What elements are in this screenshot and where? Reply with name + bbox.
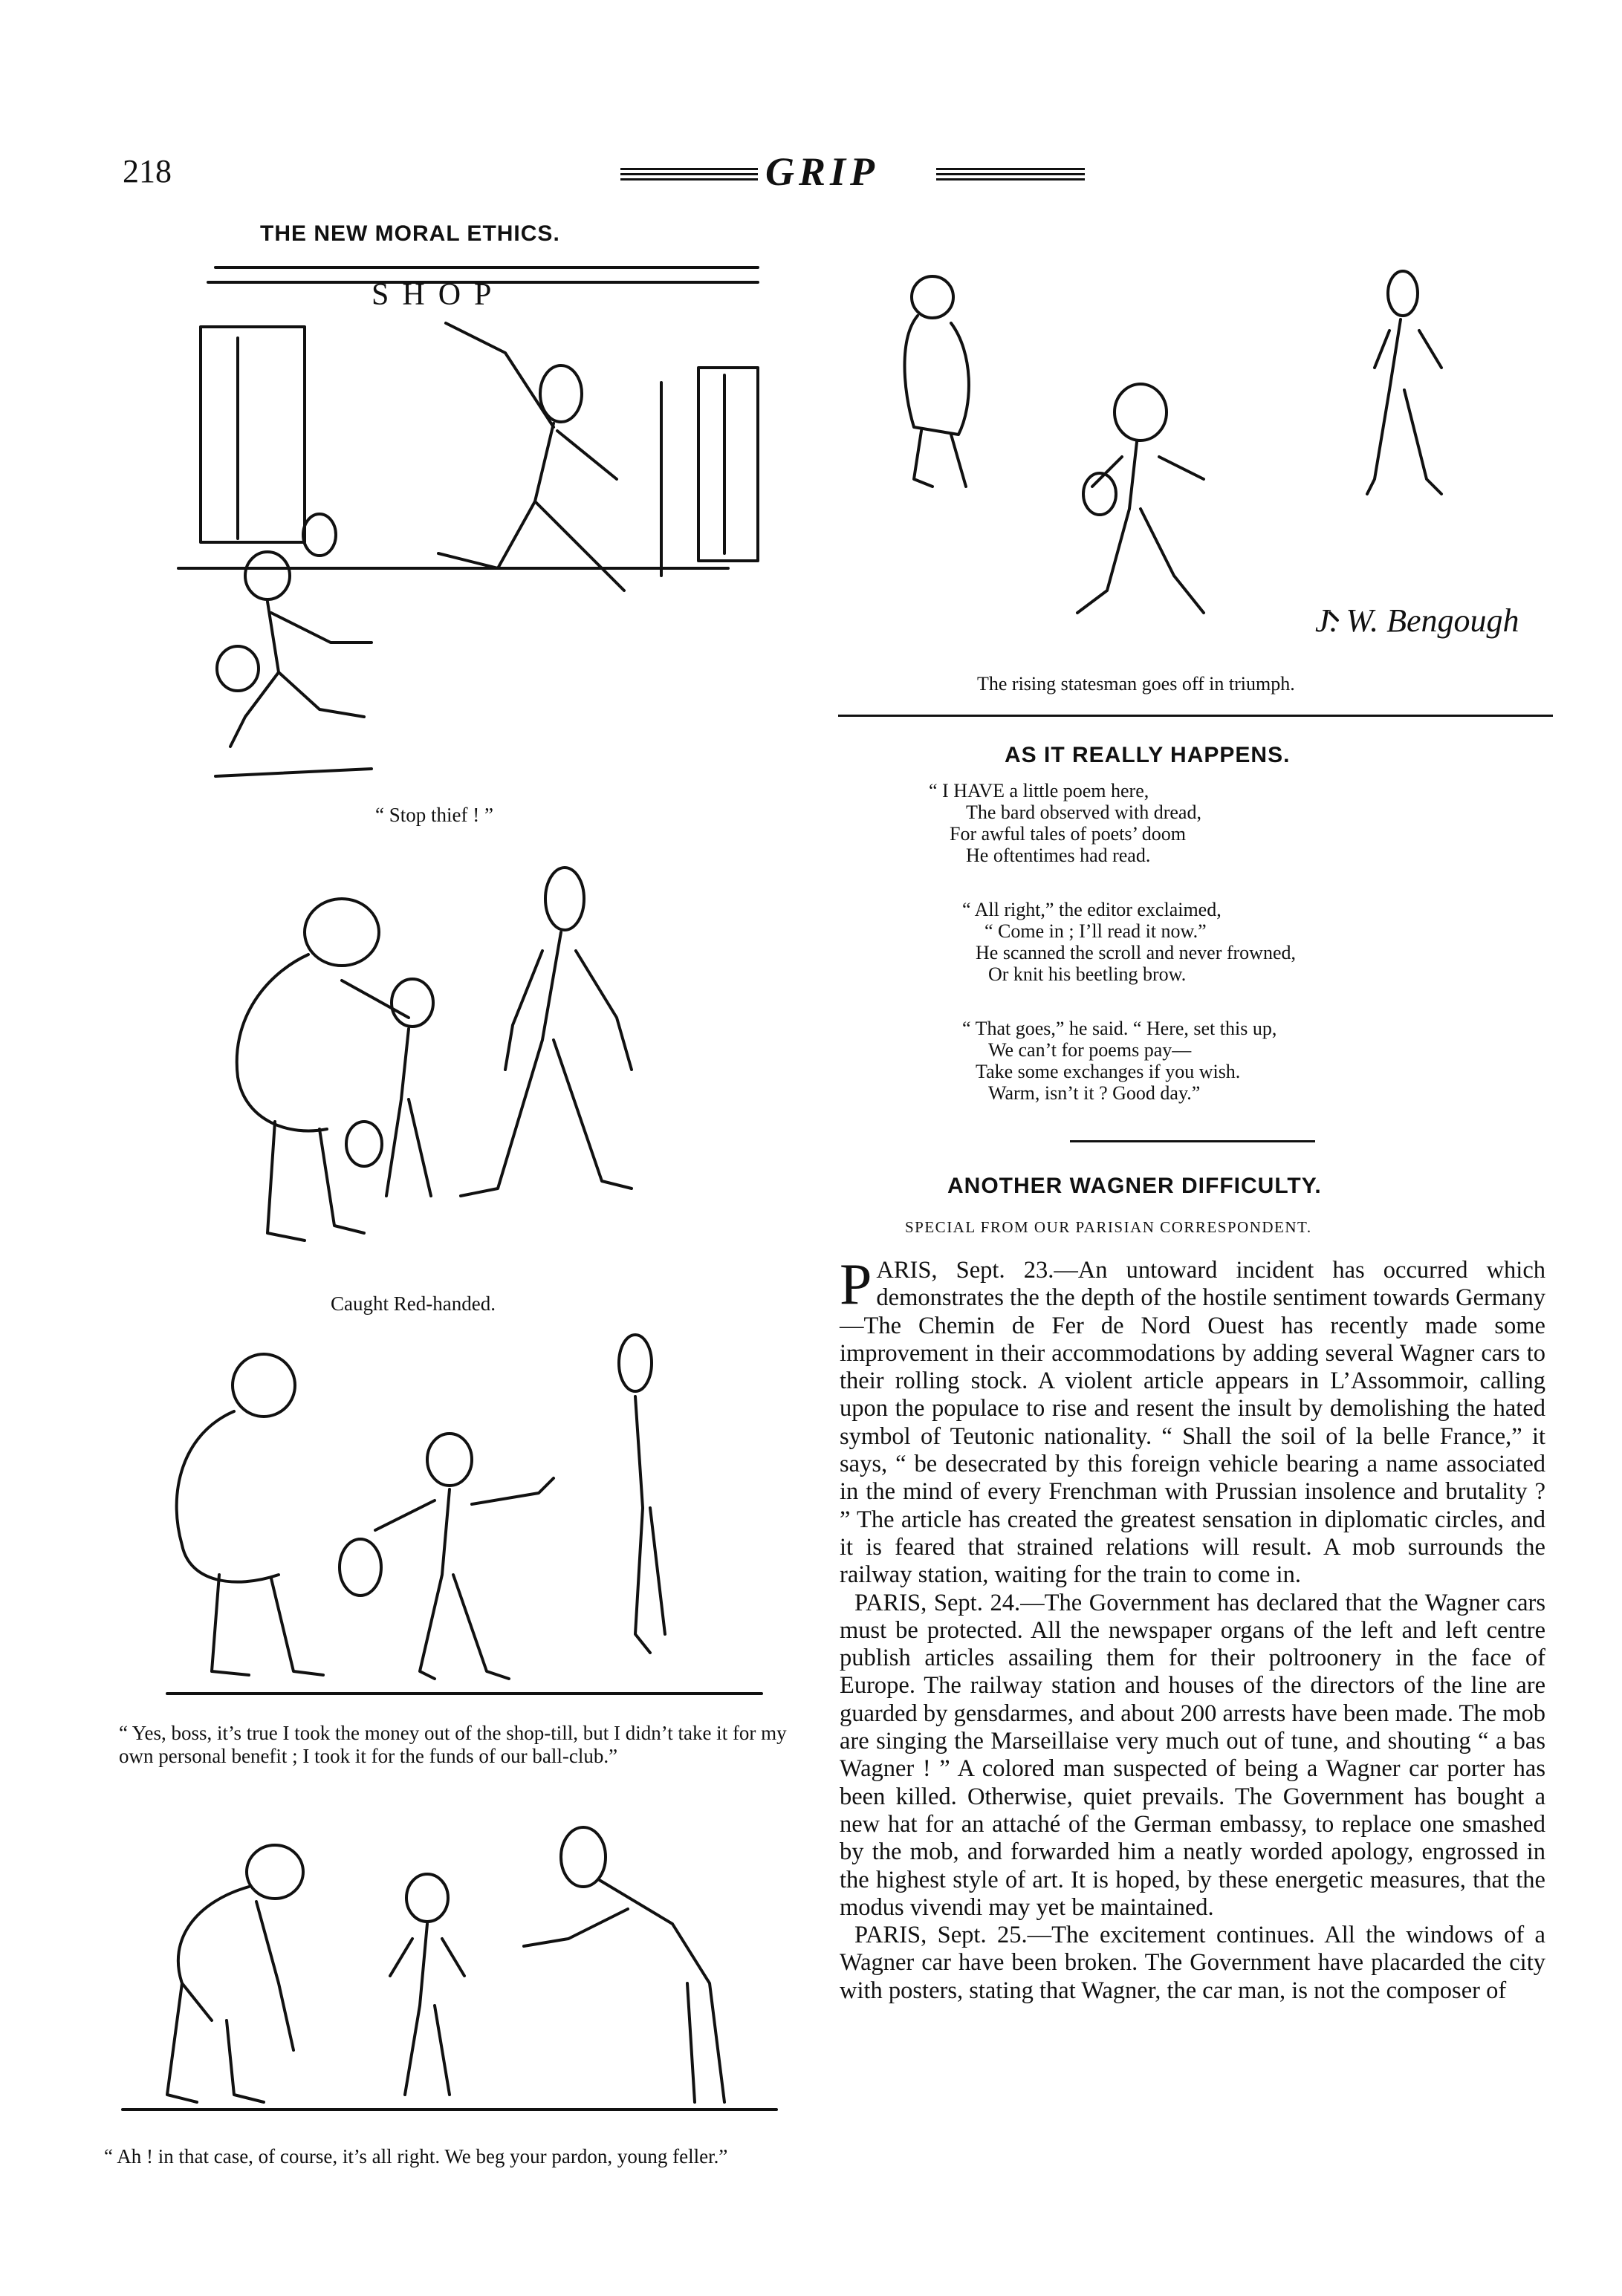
poem-line: He oftentimes had read. (966, 845, 1151, 866)
cartoon-panel-caught (186, 854, 691, 1255)
masthead-rule-right (936, 168, 1085, 183)
caption-apology: “ Ah ! in that case, of course, it’s all right. We beg your pardon, young feller.” (104, 2145, 728, 2167)
page-number: 218 (123, 153, 172, 189)
caption-triumph: The rising statesman goes off in triumph. (977, 673, 1295, 695)
caption-explanation: “ Yes, boss, it’s true I took the money out of the shop-till, but I didn’t take it for my own personal benefit ; I took it for the funds of our ball-club.” (119, 1722, 787, 1767)
masthead (620, 149, 1096, 201)
poem-line: “ That goes,” he said. “ Here, set this up, (962, 1018, 1277, 1039)
masthead-rule-left (620, 168, 758, 183)
short-rule (1070, 1140, 1315, 1142)
cartoon-panel-explanation (123, 1322, 799, 1708)
caption-stop-thief: “ Stop thief ! ” (375, 804, 493, 826)
poem-line: Warm, isn’t it ? Good day.” (988, 1082, 1201, 1104)
drop-cap: P (840, 1252, 872, 1316)
section-rule (838, 715, 1553, 717)
poem-line: For awful tales of poets’ doom (950, 823, 1186, 845)
poem-stanza-2 (962, 899, 1296, 985)
shop-sign: SHOP (372, 278, 505, 312)
poem-line: “ All right,” the editor exclaimed, (962, 899, 1222, 920)
article-paragraph-2: PARIS, Sept. 24.—The Government has declared that the Wagner cars must be protected. All the newspaper organs of the left and left centre publish articles assailing them for their poltroonery in the face of Europe. The railway station and houses of the directors of the line are guarded by gensdarmes, and about 200 arrests have been made. The mob are singing the Marseillaise very much out of tune, and shouting “ a bas Wagner ! ” A colored man suspected of being a Wagner car porter has been killed. Otherwise, quiet prevails. The Government has bought a new hat for an attaché of the German embassy, to replace one smashed by the mob, and forwarded him a neatly worded apology, engrossed in the highest style of art. It is hoped, by these energetic measures, that the modus vivendi may yet be maintained. (840, 1589, 1545, 1921)
poem-line: The bard observed with dread, (966, 801, 1201, 823)
cartoon-panel-apology (108, 1812, 791, 2124)
article-title: ANOTHER WAGNER DIFFICULTY. (947, 1174, 1322, 1198)
artist-signature: J. W. Bengough (1315, 602, 1519, 639)
cartoon-heading: THE NEW MORAL ETHICS. (260, 221, 560, 246)
poem-line: He scanned the scroll and never frowned, (976, 942, 1296, 963)
poem-line: Or knit his beetling brow. (988, 963, 1187, 985)
poem-line: “ I HAVE a little poem here, (929, 780, 1149, 801)
caption-caught: Caught Red-handed. (331, 1292, 496, 1315)
article-paragraph-1 (840, 1252, 1545, 1590)
poem-line: Take some exchanges if you wish. (976, 1061, 1241, 1082)
cartoon-panel-stop-thief (149, 256, 788, 799)
article-paragraph-3: PARIS, Sept. 25.—The excitement continues. All the windows of a Wagner car have been broken. The Government have placarded the city with posters, stating that Wagner, the car man, is not the composer of (840, 1922, 1545, 2004)
poem-line: “ Come in ; I’ll read it now.” (984, 920, 1207, 942)
poem-stanza-3 (962, 1018, 1276, 1104)
poem-stanza-1 (929, 780, 1201, 866)
masthead-title: GRIP (765, 149, 880, 194)
article-subtitle: SPECIAL FROM OUR PARISIAN CORRESPONDENT. (905, 1218, 1312, 1236)
poem-title: AS IT REALLY HAPPENS. (1005, 743, 1291, 767)
article-paragraph-1-text: ARIS, Sept. 23.—An untoward incident has occurred which demonstrates the the depth of the hostile sentiment towards Germany—The Chemin de Fer de Nord Ouest has recently made some improvement in their accommodations by adding several Wagner cars to their rolling stock. A violent article appears in L’Assommoir, calling upon the populace to rise and resent the insult by demolishing the hated symbol of Teutonic nationality. “ Shall the soil of la belle France,” it says, “ be desecrated by this foreign vehicle bearing a name associated in the mind of every Frenchman with Prussian insolence and brutality ? ” The article has created the greatest sensation in diplomatic circles, and it is feared that strained relations will result. A mob surrounds the railway station, waiting for the train to come in. (840, 1257, 1545, 1589)
article-body (840, 1252, 1545, 2005)
poem-line: We can’t for poems pay— (988, 1039, 1192, 1061)
